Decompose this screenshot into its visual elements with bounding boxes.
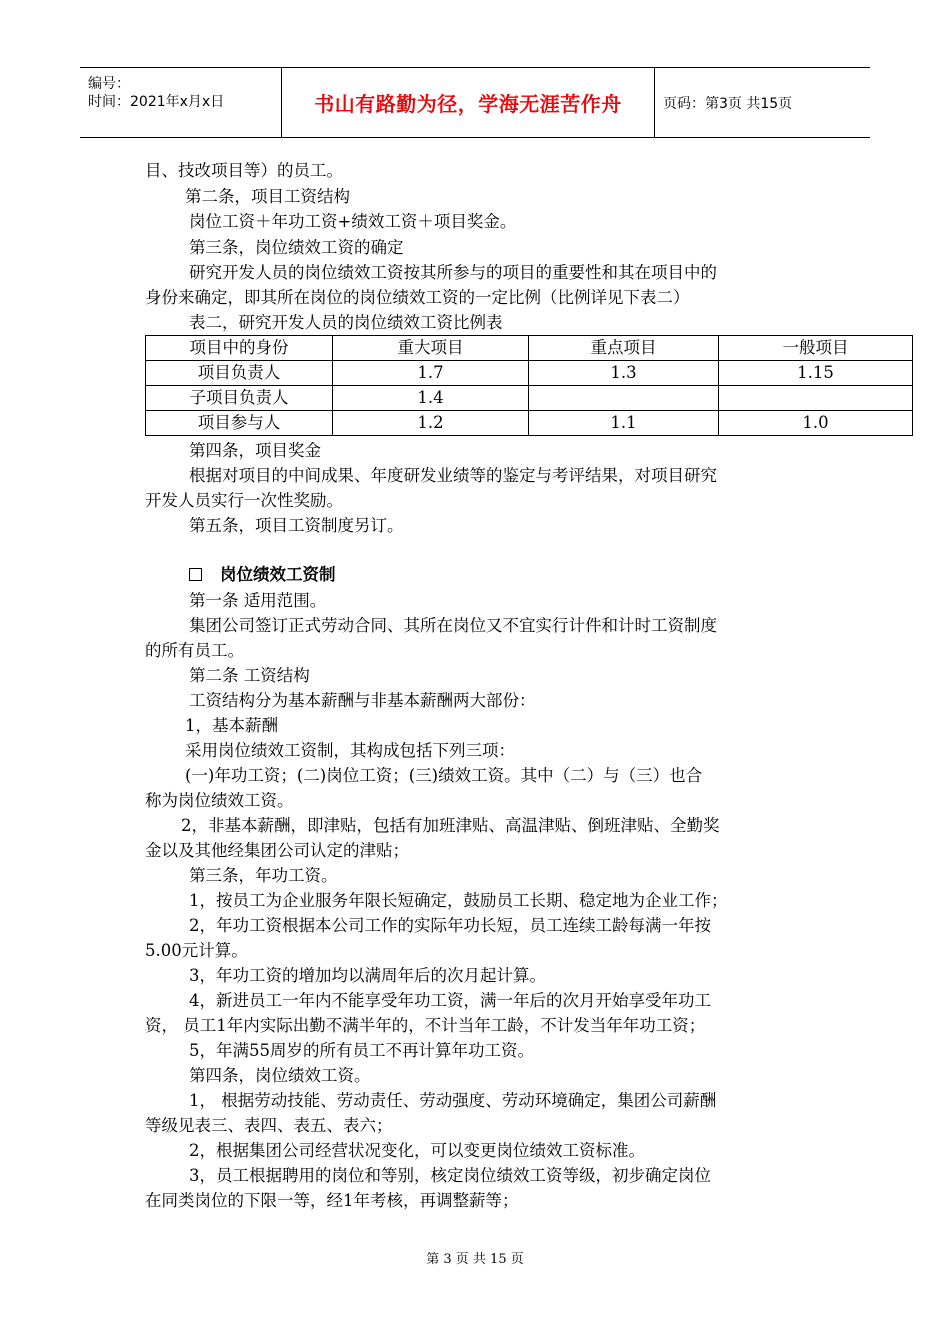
text-line: 集团公司签订正式劳动合同、其所在岗位又不宜实行计件和计时工资制度 [189, 616, 717, 635]
header-meta [80, 68, 282, 137]
text-line: 的所有员工。 [145, 641, 244, 660]
table-cell [719, 386, 913, 411]
text-line: 目、技改项目等）的员工。 [145, 161, 343, 180]
text-line: 开发人员实行一次性奖励。 [145, 491, 343, 510]
text-line: 根据对项目的中间成果、年度研发业绩等的鉴定与考评结果，对项目研究 [189, 466, 717, 485]
table-cell: 1.7 [333, 361, 529, 386]
section-title [189, 565, 336, 585]
text-line: 3，员工根据聘用的岗位和等别，核定岗位绩效工资等级，初步确定岗位 [189, 1166, 711, 1185]
table-header-row [146, 336, 913, 361]
table-header-cell: 一般项目 [719, 336, 913, 361]
header-motto: 书山有路勤为径，学海无涯苦作舟 [282, 68, 655, 137]
table-cell: 1.2 [333, 411, 529, 436]
text-line: 身份来确定，即其所在岗位的岗位绩效工资的一定比例（比例详见下表二） [145, 288, 690, 307]
table-cell: 1.0 [719, 411, 913, 436]
document-date: 时间：2021年x月x日 [88, 94, 225, 110]
checkbox-square-icon [189, 568, 202, 581]
text-line: 第五条，项目工资制度另订。 [189, 516, 404, 535]
table-header-cell: 重点项目 [529, 336, 719, 361]
table-caption: 表二，研究开发人员的岗位绩效工资比例表 [189, 313, 503, 332]
ratio-table [145, 335, 913, 436]
text-line: 工资结构分为基本薪酬与非基本薪酬两大部份： [189, 691, 536, 710]
text-line: 第三条，年功工资。 [189, 866, 338, 885]
table-cell: 1.4 [333, 386, 529, 411]
text-line: 5.00元计算。 [145, 941, 248, 960]
table-cell [529, 386, 719, 411]
text-line: 等级见表三、表四、表五、表六； [145, 1116, 393, 1135]
table-row [146, 361, 913, 386]
text-line: 5，年满55周岁的所有员工不再计算年功工资。 [189, 1041, 534, 1060]
table-cell: 项目负责人 [146, 361, 333, 386]
text-line: 采用岗位绩效工资制，其构成包括下列三项： [185, 741, 515, 760]
table-cell: 项目参与人 [146, 411, 333, 436]
section-title-text: 岗位绩效工资制 [220, 565, 336, 584]
text-line: (一)年功工资；(二)岗位工资；(三)绩效工资。其中（二）与（三）也合 [185, 766, 703, 785]
text-line: 2，根据集团公司经营状况变化，可以变更岗位绩效工资标准。 [189, 1141, 645, 1160]
text-line: 3，年功工资的增加均以满周年后的次月起计算。 [189, 966, 546, 985]
table-row [146, 411, 913, 436]
text-line: 1，基本薪酬 [185, 716, 278, 735]
text-line: 在同类岗位的下限一等，经1年考核，再调整薪等； [145, 1191, 519, 1210]
text-line: 第二条 工资结构 [189, 666, 310, 685]
page-header [80, 67, 870, 138]
text-line: 第三条，岗位绩效工资的确定 [189, 238, 404, 257]
header-page-info: 页码：第3页 共15页 [663, 95, 793, 112]
text-line: 1，按员工为企业服务年限长短确定，鼓励员工长期、稳定地为企业工作； [189, 891, 728, 910]
text-line: 2，年功工资根据本公司工作的实际年功长短，员工连续工龄每满一年按 [189, 916, 711, 935]
document-number: 编号： [88, 76, 130, 92]
table-cell: 1.15 [719, 361, 913, 386]
text-line: 2，非基本薪酬，即津贴，包括有加班津贴、高温津贴、倒班津贴、全勤奖 [181, 816, 720, 835]
text-line: 第四条，项目奖金 [189, 441, 321, 460]
text-line: 称为岗位绩效工资。 [145, 791, 294, 810]
table-header-cell: 项目中的身份 [146, 336, 333, 361]
text-line: 资， 员工1年内实际出勤不满半年的，不计当年工龄，不计发当年年功工资； [145, 1016, 706, 1035]
text-line: 4，新进员工一年内不能享受年功工资，满一年后的次月开始享受年功工 [189, 991, 711, 1010]
table-cell: 1.3 [529, 361, 719, 386]
text-line: 1， 根据劳动技能、劳动责任、劳动强度、劳动环境确定，集团公司薪酬 [189, 1091, 717, 1110]
page-footer: 第 3 页 共 15 页 [426, 1252, 524, 1267]
text-line: 第四条，岗位绩效工资。 [189, 1066, 371, 1085]
table-cell: 子项目负责人 [146, 386, 333, 411]
text-line: 第一条 适用范围。 [189, 591, 327, 610]
table-row [146, 386, 913, 411]
text-line: 第二条，项目工资结构 [185, 187, 350, 206]
text-line: 岗位工资＋年功工资+绩效工资＋项目奖金。 [189, 212, 517, 231]
text-line: 金以及其他经集团公司认定的津贴； [145, 841, 409, 860]
text-line: 研究开发人员的岗位绩效工资按其所参与的项目的重要性和其在项目中的 [189, 263, 717, 282]
table-cell: 1.1 [529, 411, 719, 436]
table-header-cell: 重大项目 [333, 336, 529, 361]
